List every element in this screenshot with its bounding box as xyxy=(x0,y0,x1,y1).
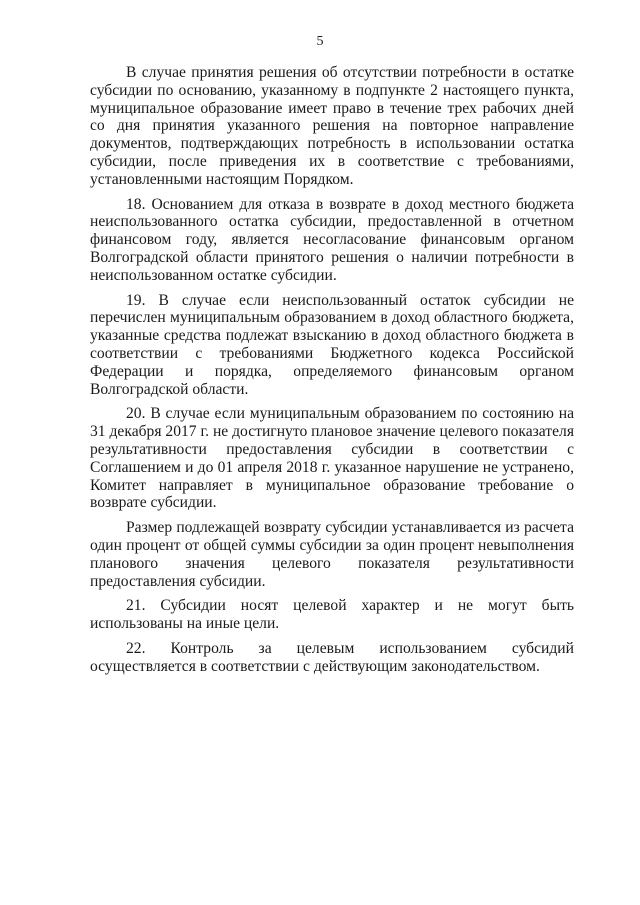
page-number: 5 xyxy=(316,34,324,49)
document-body xyxy=(90,64,574,676)
paragraph-21: 21. Субсидии носят целевой характер и не могут быть использованы на иные цели. xyxy=(90,597,574,633)
paragraph-refusal-reapplication: В случае принятия решения об отсутствии потребности в остатке субсидии по основанию, указанному в подпункте 2 настоящего пункта, муниципальное образование имеет право в течение трех рабочих дней со дня принятия указанного решения на повторное направление документов, подтверждающих потребность в использовании остатка субсидии, после приведения их в соответствие с требованиями, установленными настоящим Порядком. xyxy=(90,64,574,188)
paragraph-22: 22. Контроль за целевым использованием субсидий осуществляется в соответствии с действующим законодательством. xyxy=(90,639,574,675)
paragraph-20: 20. В случае если муниципальным образованием по состоянию на 31 декабря 2017 г. не достигнуто плановое значение целевого показателя результативности предоставления субсидии в соответствии с Соглашением и до 01 апреля 2018 г. указанное нарушение не устранено, Комитет направляет в муниципальное образование требование о возврате субсидии. xyxy=(90,405,574,512)
paragraph-18: 18. Основанием для отказа в возврате в доход местного бюджета неиспользованного остатка субсидии, предоставленной в отчетном финансовом году, является несогласование финансовым органом Волгоградской области принятого решения о наличии потребности в неиспользованном остатке субсидии. xyxy=(90,195,574,284)
paragraph-refund-amount: Размер подлежащей возврату субсидии устанавливается из расчета один процент от общей суммы субсидии за один процент невыполнения планового значения целевого показателя результативности предоставления субсидии. xyxy=(90,519,574,590)
paragraph-19: 19. В случае если неиспользованный остаток субсидии не перечислен муниципальным образованием в доход областного бюджета, указанные средства подлежат взысканию в доход областного бюджета в соответствии с требованиями Бюджетного кодекса Российской Федерации и порядка, определяемого финансовым органом Волгоградской области. xyxy=(90,291,574,398)
